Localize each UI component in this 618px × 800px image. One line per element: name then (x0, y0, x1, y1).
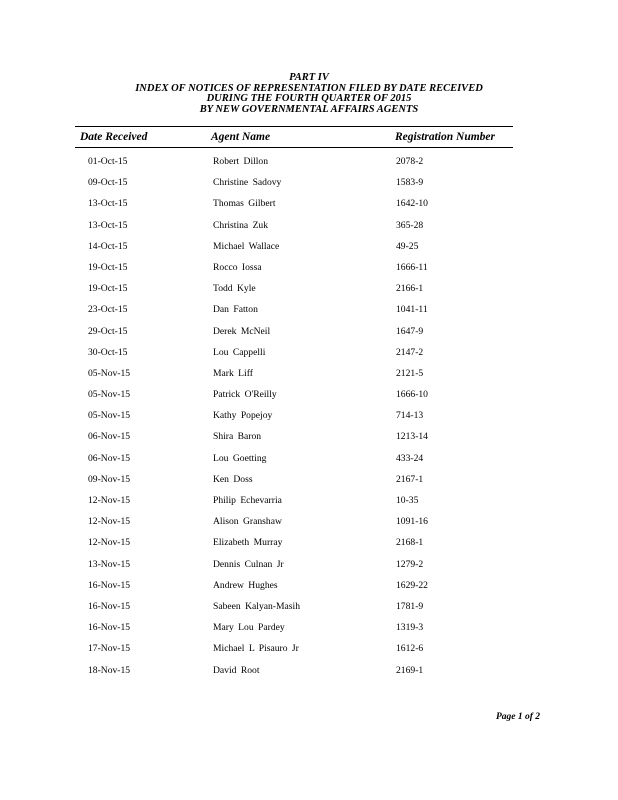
table-row (0, 177, 618, 198)
date-cell: 01-Oct-15 (88, 156, 128, 167)
table-row (0, 389, 618, 410)
table-row (0, 516, 618, 537)
table-row (0, 368, 618, 389)
table-row (0, 431, 618, 452)
registration-number-cell: 365-28 (396, 219, 424, 231)
date-cell: 13-Oct-15 (88, 219, 128, 231)
agent-name-cell: Kathy Popejoy (213, 410, 273, 422)
registration-number-cell: 1279-2 (396, 558, 424, 570)
date-cell: 05-Nov-15 (88, 367, 131, 379)
table-row (0, 495, 618, 516)
table-row (0, 537, 618, 558)
agent-name-cell: Sabeen Kalyan-Masih (213, 600, 300, 612)
agent-name-cell: Dennis Culnan Jr (213, 558, 284, 570)
registration-number-cell: 49-25 (396, 240, 419, 252)
date-cell: 16-Nov-15 (88, 579, 131, 591)
table-row (0, 643, 618, 664)
agent-name-cell: Philip Echevarria (213, 495, 282, 506)
date-cell: 05-Nov-15 (88, 410, 131, 422)
agent-name-cell: Mary Lou Pardey (213, 622, 285, 634)
agent-name-cell: Robert Dillon (213, 156, 269, 167)
document-header (0, 73, 618, 115)
table-row (0, 622, 618, 643)
date-cell: 09-Nov-15 (88, 473, 131, 485)
agent-name-cell: Todd Kyle (213, 283, 256, 295)
agent-name-cell: Dan Fatton (213, 304, 258, 316)
table-row (0, 220, 618, 241)
agent-name-cell: Michael Wallace (213, 240, 280, 252)
registration-number-cell: 1213-14 (396, 431, 428, 443)
table-row (0, 559, 618, 580)
registration-number-cell: 1041-11 (396, 304, 428, 316)
table-row (0, 347, 618, 368)
page-number: Page 1 of 2 (496, 712, 541, 722)
column-header-agent: Agent Name (211, 131, 271, 143)
agent-name-cell: Derek McNeil (213, 325, 271, 337)
registration-number-cell: 433-24 (396, 452, 424, 464)
registration-number-cell: 1612-6 (396, 643, 424, 655)
date-cell: 12-Nov-15 (88, 516, 131, 528)
registration-number-cell: 1319-3 (396, 622, 424, 634)
date-cell: 09-Oct-15 (88, 177, 128, 189)
agent-name-cell: Elizabeth Murray (213, 537, 283, 549)
registration-number-cell: 2166-1 (396, 283, 424, 295)
table-row (0, 156, 618, 177)
registration-number-cell: 2168-1 (396, 537, 424, 549)
date-cell: 13-Oct-15 (88, 198, 128, 210)
agent-name-cell: Alison Granshaw (213, 516, 282, 528)
column-header-registration: Registration Number (395, 131, 496, 143)
date-cell: 16-Nov-15 (88, 622, 131, 634)
date-cell: 13-Nov-15 (88, 558, 131, 570)
registration-number-cell: 1629-22 (396, 579, 428, 591)
registration-number-cell: 1666-10 (396, 389, 428, 401)
registration-number-cell: 10-35 (396, 495, 419, 506)
registration-number-cell: 2078-2 (396, 156, 424, 167)
date-cell: 16-Nov-15 (88, 600, 131, 612)
table-row (0, 283, 618, 304)
date-cell: 05-Nov-15 (88, 389, 131, 401)
date-cell: 06-Nov-15 (88, 452, 131, 464)
agent-name-cell: Patrick O'Reilly (213, 389, 277, 401)
part-title: PART IV (289, 72, 329, 83)
agent-name-cell: Shira Baron (213, 431, 262, 443)
registration-number-cell: 1781-9 (396, 600, 424, 612)
agents-subtitle: BY NEW GOVERNMENTAL AFFAIRS AGENTS (199, 103, 419, 115)
agent-name-cell: Andrew Hughes (213, 579, 278, 591)
registration-number-cell: 1583-9 (396, 177, 424, 189)
table-row (0, 474, 618, 495)
agent-name-cell: Thomas Gilbert (213, 198, 276, 210)
date-cell: 19-Oct-15 (88, 283, 128, 295)
date-cell: 23-Oct-15 (88, 304, 128, 316)
registration-number-cell: 1666-11 (396, 261, 428, 273)
agent-name-cell: Mark Liff (213, 367, 253, 379)
date-cell: 17-Nov-15 (88, 643, 131, 655)
table-row (0, 453, 618, 474)
date-cell: 06-Nov-15 (88, 431, 131, 443)
header-top-rule (75, 126, 513, 127)
index-title: INDEX OF NOTICES OF REPRESENTATION FILED BY DATE RECEIVED (135, 82, 483, 94)
date-cell: 12-Nov-15 (88, 537, 131, 549)
registration-number-cell: 714-13 (396, 410, 424, 422)
registration-number-cell: 2121-5 (396, 367, 424, 379)
date-cell: 12-Nov-15 (88, 495, 131, 506)
agent-name-cell: Christine Sadovy (213, 177, 282, 189)
agent-name-cell: Michael L Pisauro Jr (213, 643, 299, 655)
registration-number-cell: 2167-1 (396, 473, 424, 485)
agent-name-cell: Lou Cappelli (213, 346, 266, 358)
table-row (0, 198, 618, 219)
header-bottom-rule (75, 147, 513, 148)
agent-name-cell: Christina Zuk (213, 219, 269, 231)
agent-name-cell: David Root (213, 664, 260, 676)
date-cell: 19-Oct-15 (88, 261, 128, 273)
agent-name-cell: Lou Goetting (213, 452, 267, 464)
date-cell: 30-Oct-15 (88, 346, 128, 358)
quarter-subtitle: DURING THE FOURTH QUARTER OF 2015 (206, 93, 412, 104)
table-row (0, 326, 618, 347)
table-row (0, 262, 618, 283)
table-row (0, 304, 618, 325)
table-row (0, 665, 618, 686)
table-row (0, 601, 618, 622)
registration-number-cell: 1647-9 (396, 325, 424, 337)
agent-name-cell: Rocco Iossa (213, 261, 262, 273)
notices-table (0, 156, 618, 686)
table-row (0, 410, 618, 431)
agent-name-cell: Ken Doss (213, 473, 253, 485)
registration-number-cell: 2147-2 (396, 346, 424, 358)
registration-number-cell: 1091-16 (396, 516, 428, 528)
date-cell: 29-Oct-15 (88, 325, 128, 337)
date-cell: 14-Oct-15 (88, 240, 128, 252)
registration-number-cell: 1642-10 (396, 198, 428, 210)
column-header-date: Date Received (80, 131, 148, 143)
registration-number-cell: 2169-1 (396, 664, 424, 676)
date-cell: 18-Nov-15 (88, 664, 131, 676)
table-row (0, 580, 618, 601)
table-row (0, 241, 618, 262)
